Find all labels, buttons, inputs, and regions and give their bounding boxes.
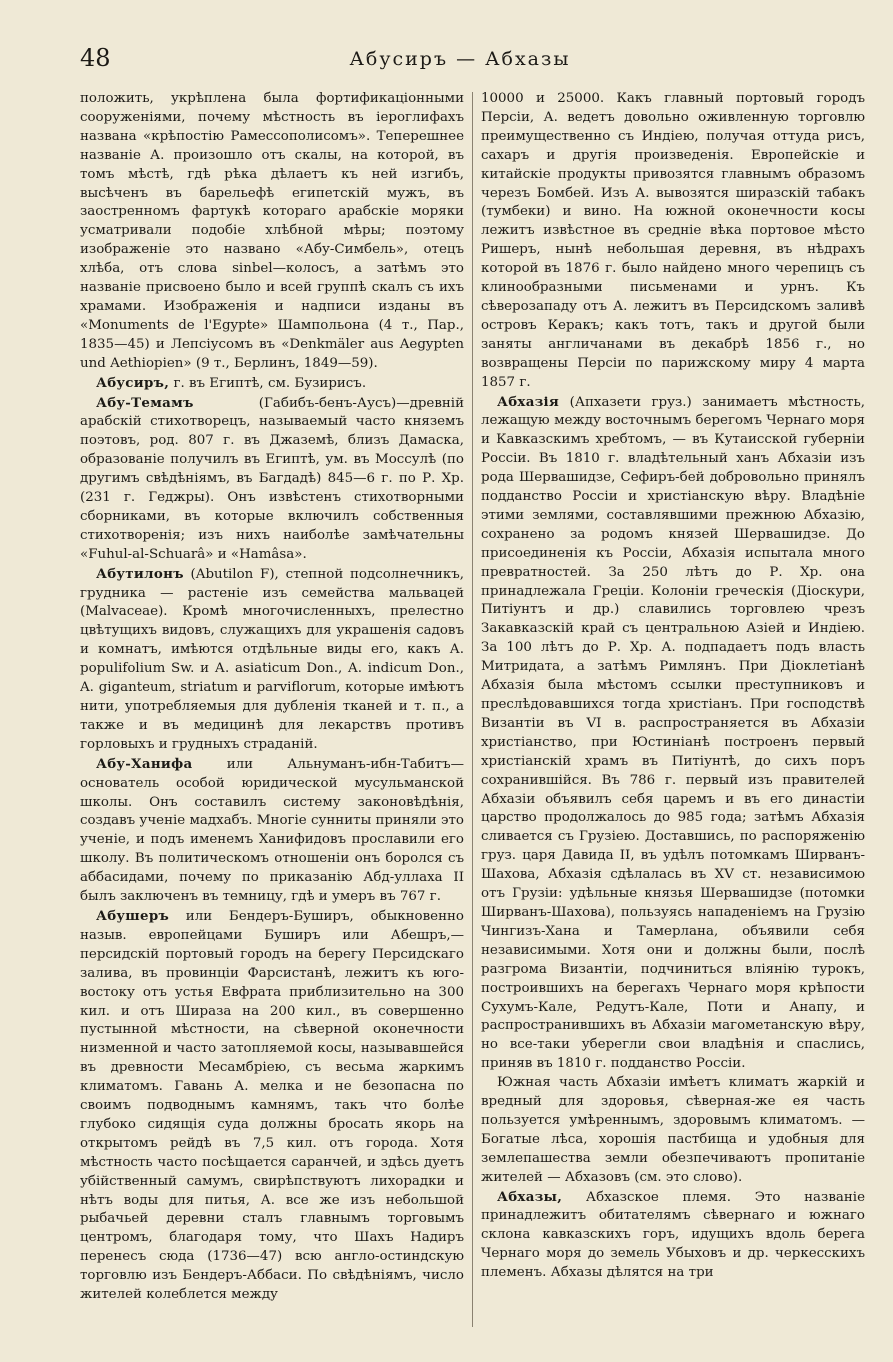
entry-headword: Абхазія	[497, 393, 560, 410]
entry-text: г. въ Египтѣ, см. Бузирисъ.	[169, 375, 367, 391]
running-title: Абусиръ — Абхазы	[349, 48, 571, 70]
entry-text: или Альнуманъ-ибн-Табитъ—основатель особой юридической мусульманской школы. Онъ составилъ систему законовѣдѣнія, создавъ ученіе мадхабъ. Многіе сунниты приняли это ученіе, и подъ именемъ Ханифидовъ прославили его школу. Въ политическомъ отношеніи онъ боролся съ аббасидами, почему по приказанію Абд-уллаха II былъ заключенъ въ темницу, гдѣ и умеръ въ 767 г.	[80, 756, 464, 905]
entry-abusir	[80, 374, 464, 394]
entry-text: Южная часть Абхазіи имѣетъ климатъ жаркій и вредный для здоровья, сѣверная-же ея часть пользуется умѣреннымъ, здоровымъ климатомъ. — Богатые лѣса, хорошія пастбища и удобныя для землепашества земли обезпечиваютъ пропитаніе жителей — Абхазовъ (см. это слово).	[481, 1075, 865, 1185]
entry-text: положить, укрѣплена была фортификаціонными сооруженіями, почему мѣстность въ іероглифахъ названа «крѣпостію Рамессополисомъ». Теперешнее названіе А. произошло отъ скалы, на которой, въ томъ мѣстѣ, гдѣ рѣка дѣлаетъ къ ней изгибъ, высѣченъ въ барельефѣ египетскій мужъ, въ заостренномъ фартукѣ котораго арабскіе моряки усматривали подобіе хлѣбной мѣры; поэтому изображеніе это названо «Абу-Симбель», отецъ хлѣба, отъ слова sinbel—колосъ, а затѣмъ это названіе присвоено было и всей группѣ скалъ съ ихъ храмами. Изображенія и надписи изданы въ «Monuments de l'Egypte» Шампольона (4 т., Пар., 1835—45) и Лепсіусомъ въ «Denkmäler aus Aegypten und Aethiopien» (9 т., Берлинъ, 1849—59).	[80, 91, 464, 371]
entry-abusher	[80, 907, 464, 1305]
entry-headword: Абу-Ханифа	[96, 755, 193, 772]
entry-text: (Abutilon F), степной подсолнечникъ, грудника — растеніе изъ семейства мальвацей (Malvaceae). Кромѣ многочисленныхъ, прелестно цвѣтущихъ видовъ, служащихъ для украшенія садовъ и комнатъ, имѣются отдѣльные виды его, какъ А. populifolium Sw. и А. asiaticum Don., A. indicum Don., A. giganteum, striatum и parviflorum, которые имѣютъ нити, употребляемыя для дубленія тканей и т. п., а также и въ медицинѣ для лекарствъ противъ горловыхъ и грудныхъ страданій.	[80, 566, 464, 752]
entry-headword: Абушеръ	[96, 907, 170, 924]
entry-headword: Абхазы,	[497, 1188, 563, 1205]
entry-text: или Бендеръ-Буширъ, обыкновенно назыв. европейцами Буширъ или Абешръ,—персидскій портовый городъ на берегу Персидскаго залива, въ провинціи Фарсистанѣ, лежитъ къ юго-востоку отъ устья Евфрата приблизительно на 300 кил. и отъ Шираза на 200 кил., въ совершенно пустынной мѣстности, на сѣверной оконечности низменной и часто затопляемой косы, называвшейся въ древности Месамбріею, съ весьма жаркимъ климатомъ. Гавань А. мелка и не безопасна по своимъ подводнымъ камнямъ, такъ что болѣе глубоко сидящія суда должны бросать якорь на открытомъ рейдѣ въ 7,5 кил. отъ города. Хотя мѣстность часто посѣщается саранчей, и здѣсь дуетъ убійственный самумъ, свирѣпствуютъ лихорадки и нѣтъ воды для питья, А. все же изъ небольшой рыбачьей деревни сталъ главнымъ торговымъ центромъ, благодаря тому, что Шахъ Надиръ перенесъ сюда (1736—47) всю англо-остиндскую торговлю изъ Бендеръ-Аббаси. По свѣдѣніямъ, число жителей колеблется между	[80, 908, 464, 1303]
left-column	[80, 90, 464, 1335]
entry-continuation	[80, 90, 464, 374]
entry-text: 10000 и 25000. Какъ главный портовый городъ Персіи, А. ведетъ довольно оживленную торговлю преимущественно съ Индіею, получая оттуда рисъ, сахаръ и другія произведенія. Европейскіе и китайскіе продукты привозятся главнымъ образомъ черезъ Бомбей. Изъ А. вывозятся ширазскій табакъ (тумбеки) и вино. На южной оконечности косы лежитъ извѣстное въ средніе вѣка портовое мѣсто Ришеръ, нынѣ небольшая деревня, въ нѣдрахъ которой въ 1876 г. было найдено много черепицъ съ клинообразными письменами и урнъ. Къ сѣверозападу отъ А. лежитъ въ Персидскомъ заливѣ островъ Кеpакъ; какъ тотъ, такъ и другой были заняты англичанами въ декабрѣ 1856 г., но возвращены Персіи по парижскому миру 4 марта 1857 г.	[481, 91, 865, 390]
entry-headword: Абусиръ,	[96, 374, 170, 391]
entry-headword: Абу-Темамъ	[96, 394, 194, 411]
entry-abu-hanifa	[80, 755, 464, 907]
entry-text: Абхазское племя. Это названіе принадлежитъ обитателямъ сѣвернаго и южнаго склона кавказскихъ горъ, идущихъ вдоль берега Чернаго моря до земель Убыховъ и др. черкесскихъ племенъ. Абхазы дѣлятся на три	[481, 1189, 865, 1281]
entry-text: (Апхазети груз.) занимаетъ мѣстность, лежащую между восточнымъ берегомъ Чернаго моря и Кавказскимъ хребтомъ, — въ Кутаисской губерніи Россіи. Въ 1810 г. владѣтельный ханъ Абхазіи изъ рода Шервашидзе, Сефиръ-бей добровольно принялъ подданство Россіи и христіанскую вѣру. Владѣніе этими землями, составлявшими прежнюю Абхазію, сохранено за родомъ князей Шервашидзе. До присоединенія къ Россіи, Абхазія испытала много превратностей. За 250 лѣтъ до Р. Хр. она принадлежала Греціи. Колоніи греческія (Діоскури, Питіунтъ и др.) славились торговлею чрезъ Закавказскій край съ центральною Азіей и Индіею. За 100 лѣтъ до Р. Хр. А. подпадаетъ подъ власть Митридата, а затѣмъ Римлянъ. При Діоклетіанѣ Абхазія была мѣстомъ ссылки преступниковъ и преслѣдовавшихся тогда христіанъ. При господствѣ Византіи въ VI в. распространяется въ Абхазіи христіанство, при Юстиніанѣ построенъ первый христіанскій храмъ въ Питіунтѣ, до сихъ поръ сохранившійся. Въ 786 г. первый изъ правителей Абхазіи объявилъ себя царемъ и въ его династіи царство продолжалось до 985 года; затѣмъ Абхазія сливается съ Грузіею. Доставшись, по распоряженію груз. царя Давида II, въ удѣлъ потомкамъ Ширванъ-Шахова, Абхазія сдѣлалась въ XV ст. независимою отъ Грузіи: удѣльные князья Шервашидзе (потомки Ширванъ-Шахова), пользуясь нападеніемъ на Грузію Чингизъ-Хана и Тамерлана, объявили себя независимыми. Хотя они и должны были, послѣ разгрома Византіи, подчиниться вліянію турокъ, построившихъ на берегахъ Чернаго моря крѣпости Сухумъ-Кале, Редутъ-Кале, Поти и Анапу, и распространившихъ въ Абхазіи магометанскую вѣру, но все-таки уберегли свои владѣнія и спаслись, приняв въ 1810 г. подданство Россіи.	[481, 394, 865, 1072]
right-column	[481, 90, 865, 1335]
entry-abkhazia	[481, 393, 865, 1075]
entry-abkhazia-climate	[481, 1074, 865, 1187]
page-header	[80, 40, 840, 80]
entry-text: (Габибъ-бенъ-Аусъ)—древній арабскій стихотворецъ, называемый часто княземъ поэтовъ, род. 807 г. въ Джаземѣ, близъ Дамаска, образованіе получилъ въ Египтѣ, ум. въ Моссулѣ (по другимъ свѣдѣніямъ, въ Багдадѣ) 845—6 г. по Р. Хр. (231 г. Геджры). Онъ извѣстенъ стихотворными сборниками, въ которые включилъ собственныя стихотворенія; изъ нихъ наиболѣе замѣчательны «Fuhul-al-Schuarâ» и «Hamâsa».	[80, 395, 464, 562]
entry-headword: Абутилонъ	[96, 565, 184, 582]
entry-continuation	[481, 90, 865, 393]
page-number: 48	[80, 44, 111, 72]
column-divider	[472, 92, 473, 1327]
entry-abutilon	[80, 565, 464, 755]
entry-abkhazy	[481, 1188, 865, 1284]
entry-abu-temam	[80, 394, 464, 565]
